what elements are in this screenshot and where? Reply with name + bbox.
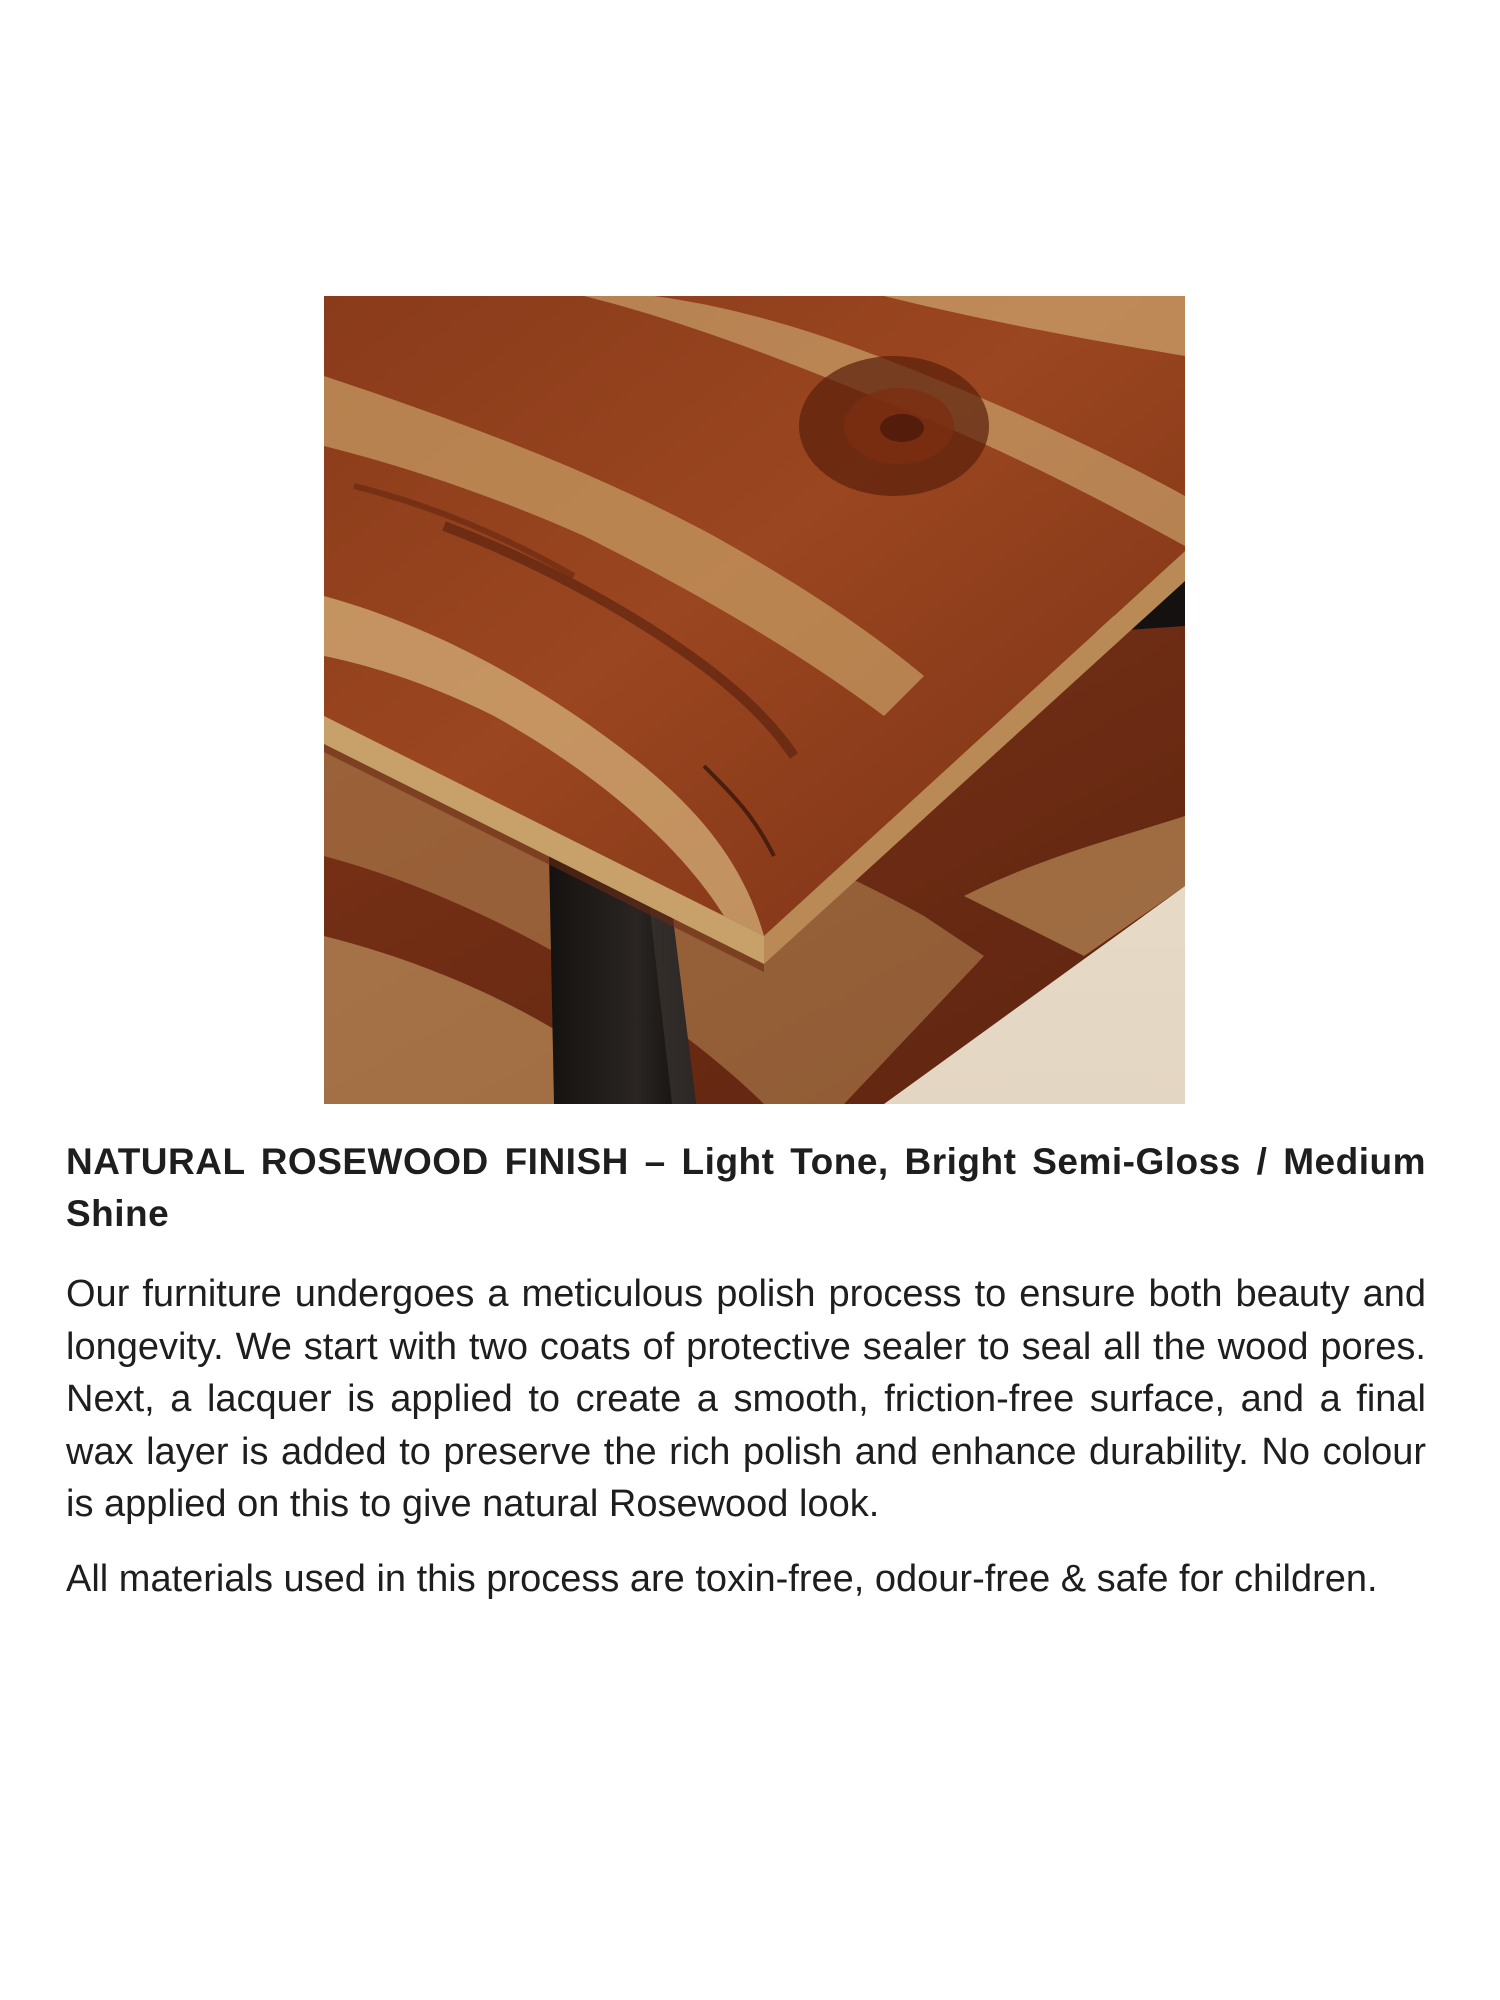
safety-paragraph: All materials used in this process are toxin-free, odour-free & safe for children. [66,1557,1378,1600]
product-photo [324,296,1185,1104]
rosewood-shelf-image [324,296,1185,1104]
finish-heading: NATURAL ROSEWOOD FINISH – Light Tone, Bright Semi-Gloss / Medium Shine [66,1141,1426,1234]
finish-description [66,1136,1426,1627]
process-paragraph: Our furniture undergoes a meticulous polish process to ensure both beauty and longevity. We start with two coats of protective sealer to seal all the wood pores. Next, a lacquer is applied to create a smooth, friction-free surface, and a final wax layer is added to preserve the rich polish and enhance durability. No colour is applied on this to give natural Rosewood look. [66,1273,1426,1525]
